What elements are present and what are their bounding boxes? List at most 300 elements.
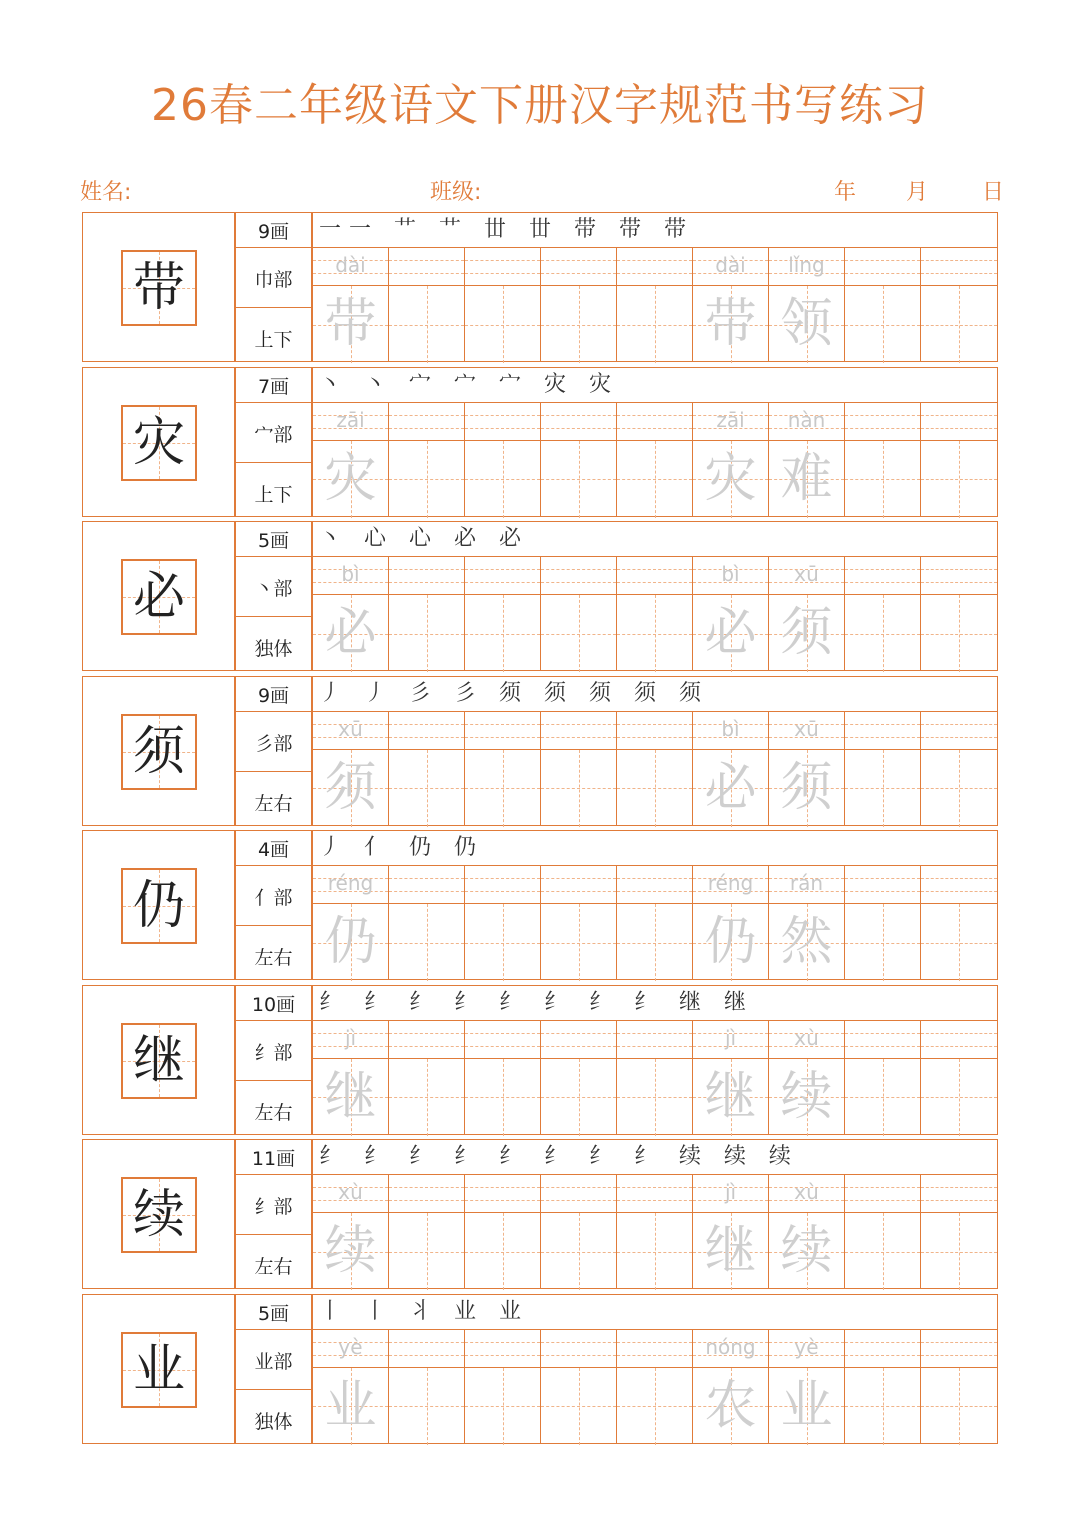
practice-cell[interactable] xyxy=(616,1174,693,1289)
structure: 独体 xyxy=(235,1389,312,1444)
practice-cell[interactable] xyxy=(920,1174,998,1289)
tianzige-box xyxy=(693,1367,768,1445)
practice-cell[interactable] xyxy=(388,865,465,980)
pinyin-line xyxy=(465,1175,540,1213)
pinyin-text: dài xyxy=(715,253,746,277)
tianzige-box xyxy=(617,749,692,827)
practice-cell[interactable] xyxy=(464,556,541,671)
structure: 左右 xyxy=(235,1080,312,1135)
practice-area xyxy=(312,1174,998,1289)
pinyin-text: jì xyxy=(724,1025,737,1050)
pinyin-line xyxy=(313,866,388,904)
tianzige-box xyxy=(617,1058,692,1136)
tianzige-box xyxy=(921,594,997,672)
practice-cell[interactable] xyxy=(312,1020,389,1135)
stroke-order: 一一 艹 艹 丗 丗 带 带 带 xyxy=(312,212,998,248)
tianzige-box xyxy=(465,1367,540,1445)
pinyin-line xyxy=(693,403,768,441)
pinyin-line xyxy=(389,712,464,750)
tianzige-box xyxy=(389,1212,464,1290)
tianzige-box xyxy=(845,1212,920,1290)
pinyin-line xyxy=(769,866,844,904)
model-char xyxy=(121,1177,197,1253)
pinyin-line xyxy=(389,1330,464,1368)
practice-cell[interactable] xyxy=(540,1020,617,1135)
tianzige-box xyxy=(541,1212,616,1290)
practice-cell[interactable] xyxy=(616,711,693,826)
trace-char: 带 xyxy=(324,294,377,354)
stroke-order: 丶 心 心 必 必 xyxy=(312,521,998,557)
pinyin-text: bì xyxy=(721,562,740,586)
practice-cell[interactable] xyxy=(920,1020,998,1135)
radical: 彡部 xyxy=(235,711,312,772)
practice-cell[interactable] xyxy=(692,711,769,826)
char-cell xyxy=(82,676,235,826)
pinyin-text: lǐng xyxy=(788,253,825,277)
pinyin-line xyxy=(693,1021,768,1059)
practice-area xyxy=(312,402,998,517)
pinyin-line xyxy=(541,1330,616,1368)
trace-char: 仍 xyxy=(704,912,757,972)
tianzige-box xyxy=(845,594,920,672)
stroke-count: 9画 xyxy=(235,676,312,712)
pinyin-line xyxy=(465,866,540,904)
tianzige-box xyxy=(921,285,997,363)
tianzige-box xyxy=(769,1212,844,1290)
pinyin-line xyxy=(389,248,464,286)
structure: 独体 xyxy=(235,616,312,671)
pinyin-text: bì xyxy=(721,716,740,741)
practice-cell[interactable] xyxy=(920,865,998,980)
model-char xyxy=(121,868,197,944)
practice-cell[interactable] xyxy=(616,865,693,980)
trace-char: 继 xyxy=(324,1066,377,1127)
practice-cell[interactable] xyxy=(616,402,693,517)
tianzige-box xyxy=(389,594,464,672)
pinyin-text: xù xyxy=(794,1025,819,1050)
practice-cell[interactable] xyxy=(464,1020,541,1135)
pinyin-line xyxy=(465,1330,540,1368)
pinyin-line xyxy=(693,1175,768,1213)
pinyin-line xyxy=(769,712,844,750)
pinyin-line xyxy=(845,1021,920,1059)
trace-char: 业 xyxy=(780,1375,833,1436)
tianzige-box xyxy=(313,749,388,827)
pinyin-text: réng xyxy=(327,871,374,895)
trace-char: 灾 xyxy=(324,448,377,509)
pinyin-line xyxy=(845,1175,920,1213)
pinyin-line xyxy=(389,557,464,595)
tianzige-box xyxy=(313,903,388,981)
practice-cell[interactable] xyxy=(844,711,921,826)
month-label: 月 xyxy=(906,180,929,205)
pinyin-text: réng xyxy=(707,871,754,895)
trace-char: 续 xyxy=(780,1221,833,1281)
structure: 上下 xyxy=(235,462,312,517)
tianzige-box xyxy=(769,1058,844,1136)
pinyin-line xyxy=(617,403,692,441)
stroke-order: 丨 丨 丬 业 业 xyxy=(312,1294,998,1330)
pinyin-line xyxy=(617,712,692,750)
practice-area xyxy=(312,247,998,362)
tianzige-box xyxy=(769,440,844,518)
pinyin-line xyxy=(617,557,692,595)
practice-cell[interactable] xyxy=(464,711,541,826)
practice-cell[interactable] xyxy=(540,402,617,517)
practice-cell[interactable] xyxy=(464,402,541,517)
practice-cell[interactable] xyxy=(920,556,998,671)
model-char xyxy=(121,405,197,481)
trace-char: 须 xyxy=(324,757,377,818)
pinyin-line xyxy=(845,866,920,904)
tianzige-box xyxy=(921,1058,997,1136)
radical: 丶部 xyxy=(235,556,312,617)
stroke-order: 纟 纟 纟 纟 纟 纟 纟 纟 继 继 xyxy=(312,985,998,1021)
practice-cell[interactable] xyxy=(540,247,617,362)
pinyin-line xyxy=(313,1330,388,1368)
tianzige-box xyxy=(389,1058,464,1136)
char-cell xyxy=(82,985,235,1135)
pinyin-line xyxy=(465,1021,540,1059)
practice-cell[interactable] xyxy=(844,1329,921,1444)
char-cell xyxy=(82,521,235,671)
tianzige-box xyxy=(541,440,616,518)
practice-cell[interactable] xyxy=(616,1329,693,1444)
tianzige-box xyxy=(389,1367,464,1445)
tianzige-box xyxy=(617,594,692,672)
pinyin-line xyxy=(693,248,768,286)
trace-char: 必 xyxy=(704,757,757,818)
practice-area xyxy=(312,1020,998,1135)
practice-cell[interactable] xyxy=(388,247,465,362)
practice-cell[interactable] xyxy=(464,1174,541,1289)
name-label: 姓名: xyxy=(80,180,132,205)
practice-cell[interactable] xyxy=(768,1020,845,1135)
char-row xyxy=(82,521,998,673)
pinyin-line xyxy=(921,403,997,441)
stroke-count: 5画 xyxy=(235,1294,312,1330)
practice-cell[interactable] xyxy=(388,1174,465,1289)
pinyin-line xyxy=(921,557,997,595)
model-char-text: 业 xyxy=(132,1339,185,1400)
pinyin-line xyxy=(541,1175,616,1213)
radical: 纟部 xyxy=(235,1020,312,1081)
practice-cell[interactable] xyxy=(844,247,921,362)
practice-cell[interactable] xyxy=(768,402,845,517)
practice-cell[interactable] xyxy=(312,711,389,826)
structure: 左右 xyxy=(235,925,312,980)
pinyin-line xyxy=(541,403,616,441)
pinyin-text: xū xyxy=(794,716,819,741)
char-row xyxy=(82,676,998,828)
pinyin-text: xū xyxy=(794,562,819,586)
tianzige-box xyxy=(541,594,616,672)
practice-cell[interactable] xyxy=(388,402,465,517)
practice-area xyxy=(312,711,998,826)
tianzige-box xyxy=(693,749,768,827)
tianzige-box xyxy=(693,1212,768,1290)
practice-cell[interactable] xyxy=(920,402,998,517)
practice-cell[interactable] xyxy=(920,711,998,826)
practice-cell[interactable] xyxy=(768,865,845,980)
pinyin-text: dài xyxy=(335,253,366,277)
char-cell xyxy=(82,830,235,980)
stroke-count: 10画 xyxy=(235,985,312,1021)
trace-char: 必 xyxy=(324,603,377,663)
stroke-order: 丿 丿 彡 彡 须 须 须 须 须 xyxy=(312,676,998,712)
pinyin-line xyxy=(617,1330,692,1368)
trace-char: 难 xyxy=(780,448,833,509)
tianzige-box xyxy=(541,903,616,981)
tianzige-box xyxy=(769,903,844,981)
practice-cell[interactable] xyxy=(692,247,769,362)
practice-cell[interactable] xyxy=(312,865,389,980)
pinyin-text: zāi xyxy=(336,407,365,432)
trace-char: 继 xyxy=(704,1066,757,1127)
practice-cell[interactable] xyxy=(312,402,389,517)
trace-char: 必 xyxy=(704,603,757,663)
practice-cell[interactable] xyxy=(844,865,921,980)
pinyin-line xyxy=(617,866,692,904)
tianzige-box xyxy=(541,749,616,827)
char-row xyxy=(82,830,998,982)
pinyin-line xyxy=(921,1330,997,1368)
tianzige-box xyxy=(769,1367,844,1445)
tianzige-box xyxy=(845,903,920,981)
tianzige-box xyxy=(313,1212,388,1290)
tianzige-box xyxy=(465,285,540,363)
pinyin-line xyxy=(541,248,616,286)
tianzige-box xyxy=(921,749,997,827)
pinyin-line xyxy=(389,403,464,441)
pinyin-line xyxy=(845,248,920,286)
trace-char: 须 xyxy=(780,757,833,818)
radical: 巾部 xyxy=(235,247,312,308)
tianzige-box xyxy=(769,749,844,827)
practice-cell[interactable] xyxy=(540,865,617,980)
tianzige-box xyxy=(693,1058,768,1136)
pinyin-line xyxy=(541,1021,616,1059)
practice-cell[interactable] xyxy=(388,711,465,826)
char-row xyxy=(82,367,998,519)
model-char-text: 带 xyxy=(132,258,185,318)
pinyin-line xyxy=(389,1175,464,1213)
pinyin-line xyxy=(845,557,920,595)
practice-cell[interactable] xyxy=(920,247,998,362)
tianzige-box xyxy=(313,594,388,672)
practice-cell[interactable] xyxy=(388,1329,465,1444)
tianzige-box xyxy=(617,903,692,981)
tianzige-box xyxy=(845,1058,920,1136)
tianzige-box xyxy=(541,1058,616,1136)
tianzige-box xyxy=(693,440,768,518)
pinyin-line xyxy=(313,557,388,595)
tianzige-box xyxy=(845,440,920,518)
practice-cell[interactable] xyxy=(844,1020,921,1135)
practice-cell[interactable] xyxy=(540,711,617,826)
pinyin-line xyxy=(845,403,920,441)
pinyin-text: nóng xyxy=(705,1334,756,1359)
pinyin-line xyxy=(769,403,844,441)
pinyin-line xyxy=(617,1021,692,1059)
pinyin-line xyxy=(769,248,844,286)
practice-cell[interactable] xyxy=(464,1329,541,1444)
tianzige-box xyxy=(313,1058,388,1136)
practice-cell[interactable] xyxy=(768,1329,845,1444)
tianzige-box xyxy=(465,440,540,518)
stroke-count: 7画 xyxy=(235,367,312,403)
structure: 左右 xyxy=(235,1234,312,1289)
tianzige-box xyxy=(389,749,464,827)
tianzige-box xyxy=(617,1212,692,1290)
practice-cell[interactable] xyxy=(768,711,845,826)
class-label: 班级: xyxy=(430,180,482,205)
pinyin-text: rán xyxy=(789,871,824,895)
pinyin-line xyxy=(465,712,540,750)
char-cell xyxy=(82,212,235,362)
model-char xyxy=(121,559,197,635)
tianzige-box xyxy=(465,1212,540,1290)
practice-cell[interactable] xyxy=(768,1174,845,1289)
tianzige-box xyxy=(389,440,464,518)
stroke-order: 纟 纟 纟 纟 纟 纟 纟 纟 续 续 续 xyxy=(312,1139,998,1175)
stroke-order: 丶 丶 宀 宀 宀 灾 灾 xyxy=(312,367,998,403)
tianzige-box xyxy=(845,1367,920,1445)
pinyin-text: yè xyxy=(338,1334,363,1359)
pinyin-line xyxy=(845,1330,920,1368)
tianzige-box xyxy=(541,285,616,363)
trace-char: 农 xyxy=(704,1375,757,1436)
char-cell xyxy=(82,367,235,517)
tianzige-box xyxy=(389,285,464,363)
char-row xyxy=(82,1139,998,1291)
tianzige-box xyxy=(313,440,388,518)
trace-char: 然 xyxy=(780,912,833,972)
tianzige-box xyxy=(465,1058,540,1136)
practice-cell[interactable] xyxy=(540,1174,617,1289)
structure: 左右 xyxy=(235,771,312,826)
tianzige-box xyxy=(313,1367,388,1445)
model-char-text: 续 xyxy=(132,1185,185,1245)
model-char-text: 灾 xyxy=(132,412,185,473)
structure: 上下 xyxy=(235,307,312,362)
pinyin-line xyxy=(921,712,997,750)
pinyin-line xyxy=(465,403,540,441)
practice-cell[interactable] xyxy=(540,1329,617,1444)
practice-cell[interactable] xyxy=(616,1020,693,1135)
pinyin-line xyxy=(465,557,540,595)
tianzige-box xyxy=(313,285,388,363)
model-char xyxy=(121,250,197,326)
pinyin-line xyxy=(313,1175,388,1213)
practice-cell[interactable] xyxy=(768,247,845,362)
stroke-count: 4画 xyxy=(235,830,312,866)
trace-char: 灾 xyxy=(704,448,757,509)
pinyin-line xyxy=(617,1175,692,1213)
tianzige-box xyxy=(845,749,920,827)
pinyin-line xyxy=(313,248,388,286)
practice-cell[interactable] xyxy=(464,865,541,980)
practice-cell[interactable] xyxy=(692,1174,769,1289)
practice-cell[interactable] xyxy=(692,556,769,671)
practice-cell[interactable] xyxy=(768,556,845,671)
pinyin-text: xù xyxy=(794,1180,819,1204)
practice-cell[interactable] xyxy=(616,556,693,671)
pinyin-text: xū xyxy=(338,716,363,741)
pinyin-line xyxy=(389,866,464,904)
year-label: 年 xyxy=(834,180,857,205)
pinyin-text: nàn xyxy=(787,407,826,432)
pinyin-line xyxy=(921,248,997,286)
pinyin-line xyxy=(617,248,692,286)
practice-cell[interactable] xyxy=(692,1329,769,1444)
trace-char: 续 xyxy=(324,1221,377,1281)
model-char-text: 必 xyxy=(132,567,185,627)
pinyin-line xyxy=(541,712,616,750)
practice-cell[interactable] xyxy=(540,556,617,671)
pinyin-line xyxy=(921,1175,997,1213)
pinyin-line xyxy=(465,248,540,286)
pinyin-text: xù xyxy=(338,1180,363,1204)
practice-cell[interactable] xyxy=(388,556,465,671)
practice-area xyxy=(312,865,998,980)
tianzige-box xyxy=(769,594,844,672)
tianzige-box xyxy=(617,440,692,518)
pinyin-line xyxy=(921,1021,997,1059)
practice-cell[interactable] xyxy=(312,247,389,362)
practice-cell[interactable] xyxy=(692,1020,769,1135)
practice-cell[interactable] xyxy=(312,1329,389,1444)
pinyin-text: yè xyxy=(794,1334,819,1359)
practice-area xyxy=(312,556,998,671)
tianzige-box xyxy=(921,440,997,518)
stroke-order: 丿 亻 仍 仍 xyxy=(312,830,998,866)
tianzige-box xyxy=(541,1367,616,1445)
radical: 业部 xyxy=(235,1329,312,1390)
practice-area xyxy=(312,1329,998,1444)
practice-cell[interactable] xyxy=(312,556,389,671)
char-row xyxy=(82,1294,998,1446)
pinyin-line xyxy=(845,712,920,750)
pinyin-text: jì xyxy=(724,1180,737,1204)
model-char-text: 仍 xyxy=(132,876,185,936)
tianzige-box xyxy=(921,1367,997,1445)
pinyin-line xyxy=(693,1330,768,1368)
pinyin-line xyxy=(313,403,388,441)
tianzige-box xyxy=(693,903,768,981)
practice-cell[interactable] xyxy=(692,402,769,517)
tianzige-box xyxy=(617,285,692,363)
practice-cell[interactable] xyxy=(844,402,921,517)
practice-cell[interactable] xyxy=(844,556,921,671)
trace-char: 继 xyxy=(704,1221,757,1281)
pinyin-line xyxy=(769,557,844,595)
practice-cell[interactable] xyxy=(616,247,693,362)
practice-cell[interactable] xyxy=(844,1174,921,1289)
tianzige-box xyxy=(465,594,540,672)
pinyin-line xyxy=(693,557,768,595)
tianzige-box xyxy=(921,903,997,981)
pinyin-line xyxy=(541,866,616,904)
tianzige-box xyxy=(465,903,540,981)
practice-cell[interactable] xyxy=(464,247,541,362)
practice-cell[interactable] xyxy=(692,865,769,980)
stroke-count: 5画 xyxy=(235,521,312,557)
practice-cell[interactable] xyxy=(312,1174,389,1289)
practice-cell[interactable] xyxy=(388,1020,465,1135)
tianzige-box xyxy=(693,594,768,672)
practice-cell[interactable] xyxy=(920,1329,998,1444)
